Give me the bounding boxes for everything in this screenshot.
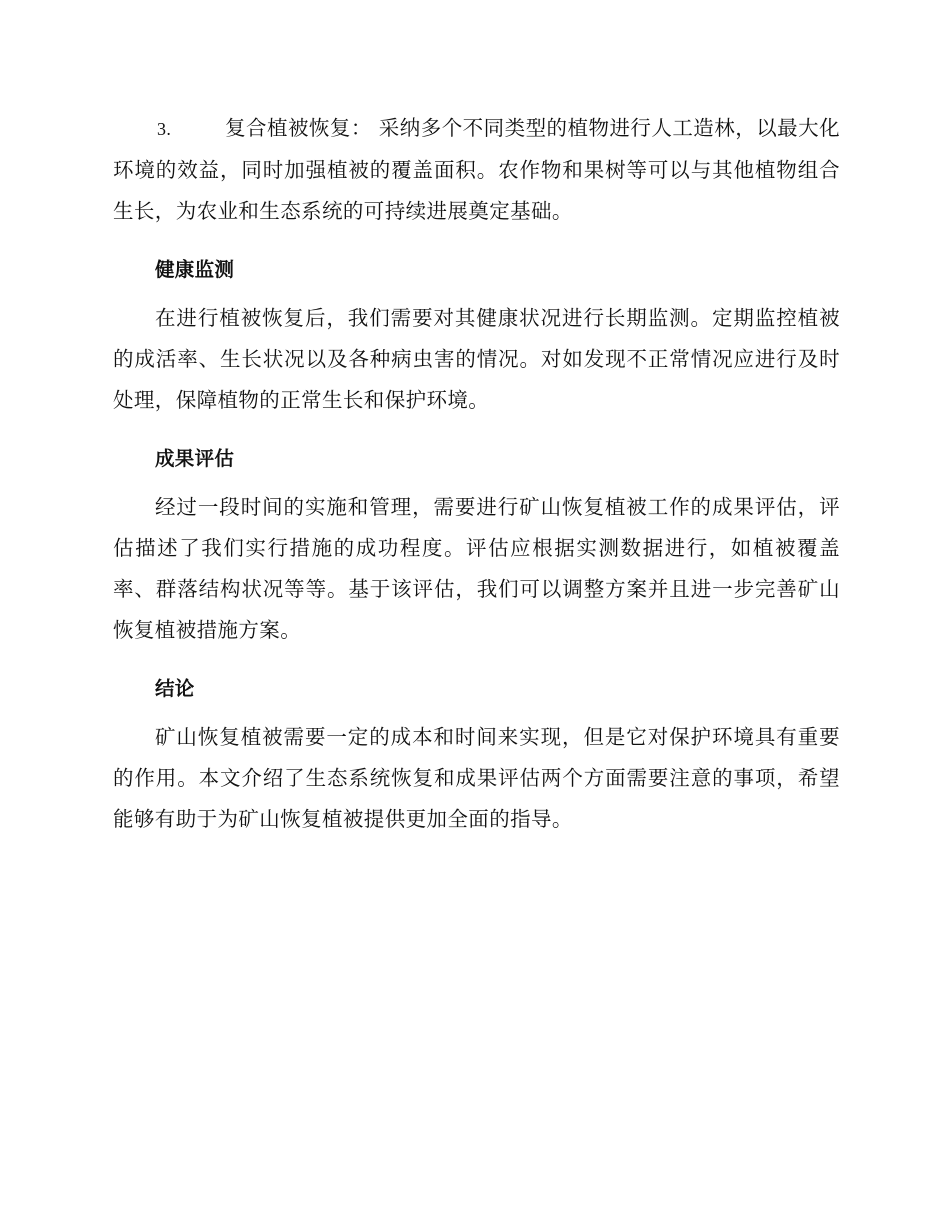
section-heading-outcome-evaluation: 成果评估: [155, 447, 235, 470]
list-item-3: [113, 108, 840, 232]
section-heading-health-monitoring: 健康监测: [155, 258, 235, 281]
section-heading-conclusion: 结论: [155, 677, 195, 700]
paragraph-conclusion: 矿山恢复植被需要一定的成本和时间来实现，但是它对保护环境具有重要的作用。本文介绍了生态系统恢复和成果评估两个方面需要注意的事项，希望能够有助于为矿山恢复植被提供更加全面的指导。: [113, 725, 840, 831]
paragraph-health-monitoring: 在进行植被恢复后，我们需要对其健康状况进行长期监测。定期监控植被的成活率、生长状况以及各种病虫害的情况。对如发现不正常情况应进行及时处理，保障植物的正常生长和保护环境。: [113, 306, 840, 412]
paragraph-outcome-evaluation: 经过一段时间的实施和管理，需要进行矿山恢复植被工作的成果评估，评估描述了我们实行措施的成功程度。评估应根据实测数据进行，如植被覆盖率、群落结构状况等等。基于该评估，我们可以调整方案并且进一步完善矿山恢复植被措施方案。: [113, 495, 840, 642]
document-body: [113, 108, 840, 840]
list-item-number: 3.: [157, 119, 172, 139]
list-item-text: 复合植被恢复： 采纳多个不同类型的植物进行人工造林，以最大化环境的效益，同时加强植被的覆盖面积。农作物和果树等可以与其他植物组合生长，为农业和生态系统的可持续进展奠定基础。: [113, 116, 840, 223]
